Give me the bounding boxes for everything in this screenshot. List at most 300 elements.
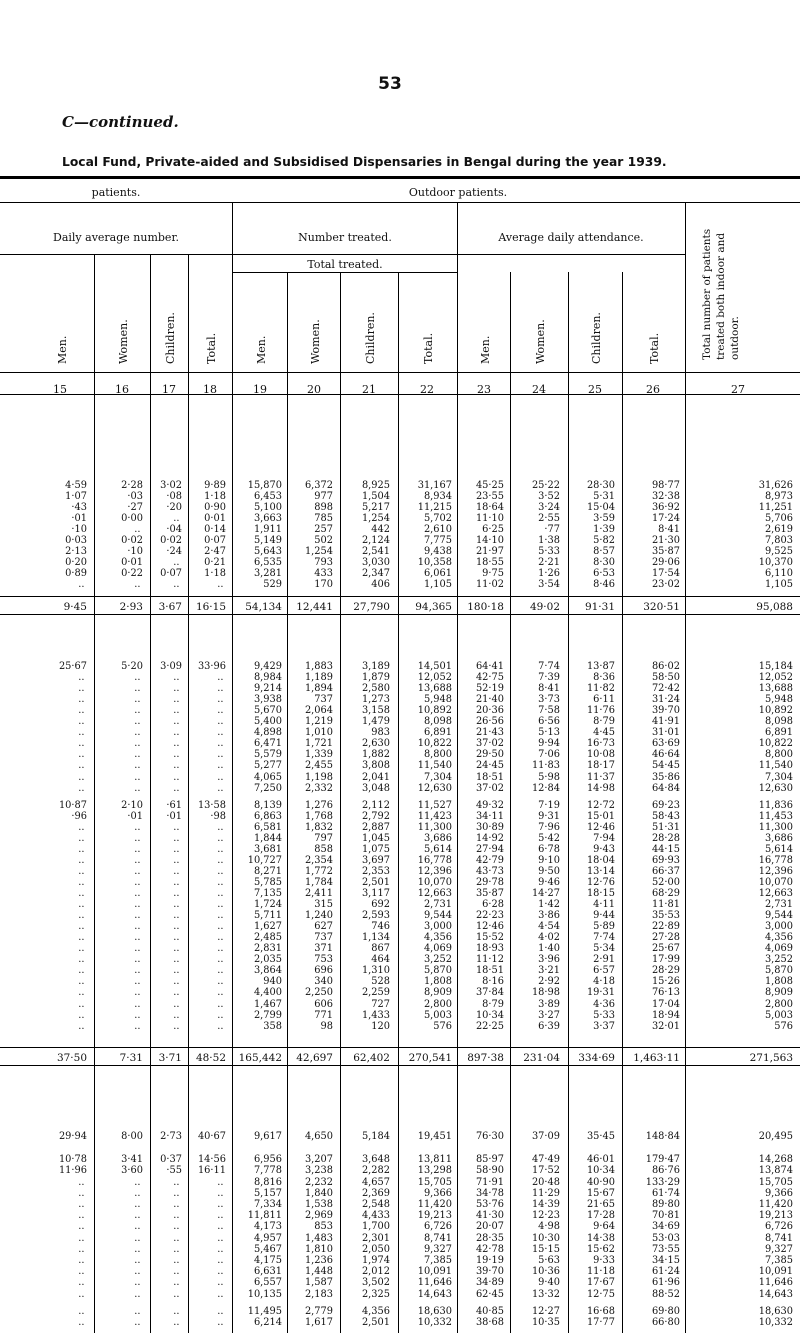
table-cell: 5,870 bbox=[764, 965, 793, 977]
table-row bbox=[0, 546, 800, 557]
table-cell: 3,663 bbox=[253, 513, 282, 525]
table-row bbox=[0, 866, 800, 877]
table-cell: .. bbox=[134, 1232, 141, 1244]
table-cell: 31·24 bbox=[651, 694, 680, 706]
table-cell: 20·07 bbox=[475, 1221, 504, 1233]
table-cell: 0·14 bbox=[204, 524, 226, 536]
table-cell: 61·96 bbox=[651, 1277, 680, 1289]
table-cell: 16,778 bbox=[758, 854, 793, 866]
table-cell: 1,882 bbox=[361, 749, 390, 761]
table-row bbox=[0, 954, 800, 965]
table-cell: 62·45 bbox=[475, 1288, 504, 1300]
table-row bbox=[0, 579, 800, 590]
table-cell: 9,438 bbox=[423, 546, 452, 558]
table-cell: 9,327 bbox=[423, 1243, 452, 1255]
total-cell: 49·02 bbox=[529, 601, 560, 613]
table-cell: .. bbox=[217, 1176, 224, 1188]
table-cell: 11,540 bbox=[758, 760, 793, 772]
table-row bbox=[0, 921, 800, 932]
table-cell: 29·06 bbox=[651, 557, 680, 569]
table-cell: 737 bbox=[314, 694, 333, 706]
table-cell: 11·29 bbox=[531, 1187, 560, 1199]
table-cell: 1,276 bbox=[304, 799, 333, 811]
table-cell: 1,189 bbox=[304, 672, 333, 684]
table-cell: .. bbox=[173, 1255, 180, 1266]
table-cell: 8,984 bbox=[253, 672, 282, 684]
table-cell: .. bbox=[134, 1305, 141, 1317]
table-cell: 7,775 bbox=[423, 535, 452, 547]
table-cell: .. bbox=[173, 716, 180, 728]
table-row bbox=[0, 760, 800, 771]
table-cell: 33·96 bbox=[197, 661, 226, 672]
table-cell: 10,135 bbox=[247, 1288, 282, 1300]
table-cell: 13,298 bbox=[417, 1165, 452, 1177]
table-cell: 3·73 bbox=[538, 694, 560, 706]
table-cell: .. bbox=[78, 1009, 85, 1021]
table-cell: 7·39 bbox=[538, 672, 560, 684]
table-cell: 5,149 bbox=[253, 535, 282, 547]
table-cell: 2,779 bbox=[304, 1305, 333, 1317]
table-cell: 3·96 bbox=[538, 954, 560, 966]
table-row bbox=[0, 1266, 800, 1277]
table-cell: 89·80 bbox=[651, 1199, 680, 1210]
table-cell: 5·98 bbox=[538, 771, 560, 783]
table-cell: 529 bbox=[263, 579, 282, 591]
table-cell: 2·10 bbox=[121, 799, 143, 811]
table-cell: 2,593 bbox=[361, 910, 390, 922]
table-cell: 1,974 bbox=[361, 1255, 390, 1266]
table-cell: ·55 bbox=[166, 1165, 182, 1177]
men-label: Men. bbox=[479, 335, 492, 364]
table-cell: 3·41 bbox=[121, 1154, 143, 1166]
table-cell: 25·22 bbox=[531, 480, 560, 491]
table-cell: 69·80 bbox=[651, 1305, 680, 1317]
table-row bbox=[0, 855, 800, 866]
table-cell: 7,304 bbox=[423, 771, 452, 783]
table-cell: 8·79 bbox=[593, 716, 615, 728]
table-row bbox=[0, 1289, 800, 1300]
table-cell: 2·28 bbox=[121, 480, 143, 491]
table-cell: 3,808 bbox=[361, 760, 390, 772]
table-cell: .. bbox=[134, 1176, 141, 1188]
total-cell: 2·93 bbox=[119, 601, 143, 613]
table-cell: 18·64 bbox=[475, 502, 504, 514]
table-cell: 12·84 bbox=[531, 782, 560, 794]
table-cell: 12,663 bbox=[417, 888, 452, 899]
column-number: 21 bbox=[362, 383, 376, 396]
table-cell: 4,356 bbox=[361, 1305, 390, 1317]
table-cell: 8,973 bbox=[764, 491, 793, 503]
table-cell: .. bbox=[134, 876, 141, 888]
table-cell: 42·78 bbox=[475, 1243, 504, 1255]
total-cell: 3·67 bbox=[158, 601, 182, 613]
table-cell: .. bbox=[134, 782, 141, 794]
children-label: Children. bbox=[164, 312, 177, 364]
table-row bbox=[0, 965, 800, 976]
table-cell: .. bbox=[173, 821, 180, 833]
table-cell: 6,535 bbox=[253, 557, 282, 569]
table-cell: 12·76 bbox=[586, 876, 615, 888]
table-cell: 3,864 bbox=[253, 965, 282, 977]
table-cell: 58·50 bbox=[651, 672, 680, 684]
table-cell: 7·96 bbox=[538, 821, 560, 833]
table-cell: .. bbox=[78, 1305, 85, 1317]
table-cell: .. bbox=[78, 965, 85, 977]
table-cell: 11·02 bbox=[475, 579, 504, 591]
table-cell: 35·87 bbox=[475, 888, 504, 899]
table-cell: .. bbox=[134, 998, 141, 1010]
table-cell: 5,003 bbox=[764, 1009, 793, 1021]
table-cell: 5,702 bbox=[423, 513, 452, 525]
table-cell: .. bbox=[134, 1288, 141, 1300]
table-cell: 3,158 bbox=[361, 705, 390, 717]
table-cell: 9,525 bbox=[764, 546, 793, 558]
table-cell: 9·89 bbox=[204, 480, 226, 491]
table-cell: 2,800 bbox=[764, 998, 793, 1010]
table-cell: 11·10 bbox=[475, 513, 504, 525]
table-row bbox=[0, 1199, 800, 1210]
table-cell: 23·55 bbox=[475, 491, 504, 503]
table-cell: 753 bbox=[314, 954, 333, 966]
table-cell: .. bbox=[173, 513, 180, 525]
table-cell: .. bbox=[78, 876, 85, 888]
table-cell: .. bbox=[173, 1305, 180, 1317]
total-cell: 180·18 bbox=[467, 601, 504, 613]
table-cell: 29·50 bbox=[475, 749, 504, 761]
table-cell: .. bbox=[78, 987, 85, 999]
table-cell: 9·46 bbox=[538, 876, 560, 888]
table-cell: 5·63 bbox=[538, 1255, 560, 1266]
table-cell: 358 bbox=[263, 1020, 282, 1032]
table-cell: 29·78 bbox=[475, 876, 504, 888]
table-cell: 66·80 bbox=[651, 1317, 680, 1328]
table-cell: 19,451 bbox=[417, 1131, 452, 1142]
table-cell: 18·55 bbox=[475, 557, 504, 569]
table-cell: .. bbox=[173, 771, 180, 783]
table-cell: .. bbox=[78, 932, 85, 944]
table-cell: 3·37 bbox=[593, 1020, 615, 1032]
table-cell: 14·39 bbox=[531, 1199, 560, 1210]
table-cell: 28·28 bbox=[651, 832, 680, 844]
table-cell: 9,327 bbox=[764, 1243, 793, 1255]
table-cell: 0·00 bbox=[121, 513, 143, 525]
table-cell: .. bbox=[134, 843, 141, 855]
table-cell: .. bbox=[173, 1266, 180, 1278]
table-cell: .. bbox=[78, 832, 85, 844]
table-cell: 39·70 bbox=[651, 705, 680, 717]
table-cell: 14·27 bbox=[531, 888, 560, 899]
table-cell: 53·76 bbox=[475, 1199, 504, 1210]
table-cell: 17·54 bbox=[651, 568, 680, 580]
table-cell: 1,810 bbox=[304, 1243, 333, 1255]
table-cell: 0·02 bbox=[121, 535, 143, 547]
table-cell: 72·42 bbox=[651, 683, 680, 695]
table-cell: .. bbox=[134, 932, 141, 944]
table-cell: 42·75 bbox=[475, 672, 504, 684]
table-cell: ·10 bbox=[127, 546, 143, 558]
table-cell: 2,250 bbox=[304, 987, 333, 999]
table-cell: 22·25 bbox=[475, 1020, 504, 1032]
table-cell: 40·90 bbox=[586, 1176, 615, 1188]
table-cell: 1,768 bbox=[304, 810, 333, 822]
table-cell: .. bbox=[173, 1199, 180, 1210]
table-cell: 3·60 bbox=[121, 1165, 143, 1177]
table-cell: 1·42 bbox=[538, 899, 560, 911]
table-cell: 7,250 bbox=[253, 782, 282, 794]
table-cell: .. bbox=[217, 1288, 224, 1300]
table-cell: 3,648 bbox=[361, 1154, 390, 1166]
table-row bbox=[0, 1177, 800, 1188]
table-cell: 11,251 bbox=[758, 502, 793, 514]
table-cell: 627 bbox=[314, 921, 333, 933]
table-cell: 8·36 bbox=[593, 672, 615, 684]
table-cell: 8,909 bbox=[764, 987, 793, 999]
table-cell: 3,681 bbox=[253, 843, 282, 855]
table-cell: 66·37 bbox=[651, 865, 680, 877]
table-cell: .. bbox=[173, 683, 180, 695]
table-cell: 6,631 bbox=[253, 1266, 282, 1278]
table-cell: 12·46 bbox=[586, 821, 615, 833]
table-cell: .. bbox=[173, 932, 180, 944]
table-cell: 2,887 bbox=[361, 821, 390, 833]
table-cell: 16·68 bbox=[586, 1305, 615, 1317]
table-cell: 3,207 bbox=[304, 1154, 333, 1166]
table-cell: .. bbox=[217, 921, 224, 933]
table-cell: 853 bbox=[314, 1221, 333, 1233]
table-cell: 3·09 bbox=[160, 661, 182, 672]
table-cell: .. bbox=[217, 821, 224, 833]
table-cell: 1,339 bbox=[304, 749, 333, 761]
table-cell: 727 bbox=[371, 998, 390, 1010]
table-cell: 2,325 bbox=[361, 1288, 390, 1300]
total-treated-header: Total treated. bbox=[307, 258, 383, 271]
table-cell: ·77 bbox=[544, 524, 560, 536]
table-cell: 61·74 bbox=[651, 1187, 680, 1199]
table-cell: 502 bbox=[314, 535, 333, 547]
table-cell: 49·32 bbox=[475, 799, 504, 811]
table-cell: 31,167 bbox=[417, 480, 452, 491]
table-cell: 98·77 bbox=[651, 480, 680, 491]
table-cell: 4,175 bbox=[253, 1255, 282, 1266]
table-cell: ·20 bbox=[166, 502, 182, 514]
table-cell: .. bbox=[173, 557, 180, 569]
table-cell: 16·73 bbox=[586, 738, 615, 750]
table-cell: 2,731 bbox=[764, 899, 793, 911]
table-row bbox=[0, 877, 800, 888]
table-cell: 29·94 bbox=[58, 1131, 87, 1142]
table-cell: 3,281 bbox=[253, 568, 282, 580]
table-cell: .. bbox=[134, 832, 141, 844]
table-cell: 6,471 bbox=[253, 738, 282, 750]
table-cell: 4·02 bbox=[538, 932, 560, 944]
table-cell: 39·70 bbox=[475, 1266, 504, 1278]
table-cell: 17·67 bbox=[586, 1277, 615, 1289]
table-cell: .. bbox=[173, 782, 180, 794]
table-row bbox=[0, 932, 800, 943]
table-cell: ·27 bbox=[127, 502, 143, 514]
table-cell: 9·10 bbox=[538, 854, 560, 866]
table-cell: 170 bbox=[314, 579, 333, 591]
table-cell: .. bbox=[134, 716, 141, 728]
table-cell: 120 bbox=[371, 1020, 390, 1032]
table-cell: 9,366 bbox=[764, 1187, 793, 1199]
table-cell: .. bbox=[134, 1020, 141, 1032]
table-cell: .. bbox=[173, 1210, 180, 1222]
table-cell: 179·47 bbox=[645, 1154, 680, 1166]
table-cell: 1·18 bbox=[204, 568, 226, 580]
table-cell: 257 bbox=[314, 524, 333, 536]
table-cell: 3,686 bbox=[764, 832, 793, 844]
table-row bbox=[0, 1010, 800, 1021]
table-cell: 13·32 bbox=[531, 1288, 560, 1300]
table-cell: 3,189 bbox=[361, 661, 390, 672]
table-cell: 11·37 bbox=[586, 771, 615, 783]
table-cell: 6·57 bbox=[593, 965, 615, 977]
table-cell: 0·37 bbox=[160, 1154, 182, 1166]
column-number: 16 bbox=[115, 383, 129, 396]
table-cell: 10,727 bbox=[247, 854, 282, 866]
table-cell: 5,670 bbox=[253, 705, 282, 717]
table-cell: 14·10 bbox=[475, 535, 504, 547]
table-cell: 10,358 bbox=[417, 557, 452, 569]
table-cell: 8,925 bbox=[361, 480, 390, 491]
table-cell: .. bbox=[217, 932, 224, 944]
table-cell: 5·42 bbox=[538, 832, 560, 844]
table-cell: 6,557 bbox=[253, 1277, 282, 1289]
table-cell: 3,238 bbox=[304, 1165, 333, 1177]
table-cell: 4,433 bbox=[361, 1210, 390, 1222]
table-cell: 37·84 bbox=[475, 987, 504, 999]
table-cell: 27·94 bbox=[475, 843, 504, 855]
table-cell: 3·54 bbox=[538, 579, 560, 591]
total-cell: 165,442 bbox=[238, 1052, 282, 1064]
table-cell: 6·25 bbox=[482, 524, 504, 536]
table-cell: 11·76 bbox=[586, 705, 615, 717]
table-cell: .. bbox=[217, 910, 224, 922]
header-rule-4 bbox=[0, 372, 800, 373]
table-cell: .. bbox=[78, 910, 85, 922]
table-cell: 2,124 bbox=[361, 535, 390, 547]
table-cell: 76·30 bbox=[475, 1131, 504, 1142]
table-cell: 25·67 bbox=[58, 661, 87, 672]
total-label: Total. bbox=[422, 332, 435, 364]
table-cell: 2,731 bbox=[423, 899, 452, 911]
table-cell: ·43 bbox=[71, 502, 87, 514]
table-row bbox=[0, 557, 800, 568]
table-cell: 11,420 bbox=[758, 1199, 793, 1210]
table-cell: 696 bbox=[314, 965, 333, 977]
table-cell: 15·15 bbox=[531, 1243, 560, 1255]
table-cell: .. bbox=[134, 1221, 141, 1233]
table-cell: 2,183 bbox=[304, 1288, 333, 1300]
table-cell: 18·51 bbox=[475, 771, 504, 783]
table-cell: .. bbox=[78, 749, 85, 761]
total-cell: 7·31 bbox=[119, 1052, 143, 1064]
table-cell: .. bbox=[134, 694, 141, 706]
table-cell: 7·06 bbox=[538, 749, 560, 761]
table-cell: 1,808 bbox=[764, 976, 793, 988]
table-cell: 1,105 bbox=[764, 579, 793, 591]
table-cell: 2,354 bbox=[304, 854, 333, 866]
table-row bbox=[0, 833, 800, 844]
children-label: Children. bbox=[364, 312, 377, 364]
table-cell: .. bbox=[78, 1288, 85, 1300]
table-cell: 13,688 bbox=[417, 683, 452, 695]
table-cell: 44·15 bbox=[651, 843, 680, 855]
table-row bbox=[0, 976, 800, 987]
total-cell: 231·04 bbox=[523, 1052, 560, 1064]
table-cell: .. bbox=[134, 954, 141, 966]
table-cell: 14·92 bbox=[475, 832, 504, 844]
table-row bbox=[0, 491, 800, 502]
table-row bbox=[0, 943, 800, 954]
table-cell: 34·69 bbox=[651, 1221, 680, 1233]
table-cell: .. bbox=[217, 1210, 224, 1222]
table-cell: 0·07 bbox=[160, 568, 182, 580]
table-row bbox=[0, 899, 800, 910]
total-cell: 42,697 bbox=[296, 1052, 333, 1064]
table-cell: 12,052 bbox=[417, 672, 452, 684]
table-cell: 2,541 bbox=[361, 546, 390, 558]
table-cell: 746 bbox=[371, 921, 390, 933]
table-row bbox=[0, 738, 800, 749]
table-cell: 1,010 bbox=[304, 727, 333, 739]
table-cell: 3·24 bbox=[538, 502, 560, 514]
total-rule bbox=[0, 614, 800, 615]
table-cell: 36·92 bbox=[651, 502, 680, 514]
table-cell: 1,844 bbox=[253, 832, 282, 844]
table-cell: 4,356 bbox=[423, 932, 452, 944]
table-cell: 6,956 bbox=[253, 1154, 282, 1166]
table-cell: 4·18 bbox=[593, 976, 615, 988]
table-cell: 3·02 bbox=[160, 480, 182, 491]
table-cell: .. bbox=[78, 760, 85, 772]
table-cell: 12,052 bbox=[758, 672, 793, 684]
table-cell: 88·52 bbox=[651, 1288, 680, 1300]
table-cell: .. bbox=[134, 738, 141, 750]
women-label: Women. bbox=[117, 319, 130, 364]
table-cell: .. bbox=[134, 1210, 141, 1222]
table-cell: 10,070 bbox=[758, 876, 793, 888]
table-cell: .. bbox=[134, 672, 141, 684]
table-cell: .. bbox=[134, 1009, 141, 1021]
table-cell: 3,697 bbox=[361, 854, 390, 866]
table-cell: .. bbox=[217, 694, 224, 706]
table-cell: .. bbox=[78, 899, 85, 911]
table-cell: 54·45 bbox=[651, 760, 680, 772]
table-cell: 14,501 bbox=[417, 661, 452, 672]
table-cell: 5,277 bbox=[253, 760, 282, 772]
table-cell: 2,411 bbox=[304, 888, 333, 899]
table-cell: 0·02 bbox=[160, 535, 182, 547]
table-row bbox=[0, 987, 800, 998]
table-cell: 4·45 bbox=[593, 727, 615, 739]
table-cell: .. bbox=[173, 760, 180, 772]
table-cell: 43·73 bbox=[475, 865, 504, 877]
table-cell: 0·22 bbox=[121, 568, 143, 580]
table-cell: .. bbox=[134, 705, 141, 717]
table-cell: .. bbox=[134, 579, 141, 591]
table-cell: 8·41 bbox=[538, 683, 560, 695]
table-cell: 10·35 bbox=[531, 1317, 560, 1328]
table-cell: .. bbox=[173, 954, 180, 966]
table-cell: 1,236 bbox=[304, 1255, 333, 1266]
table-cell: 1,045 bbox=[361, 832, 390, 844]
table-cell: 7,803 bbox=[764, 535, 793, 547]
table-cell: .. bbox=[78, 1317, 85, 1328]
table-row bbox=[0, 705, 800, 716]
table-cell: 2,799 bbox=[253, 1009, 282, 1021]
